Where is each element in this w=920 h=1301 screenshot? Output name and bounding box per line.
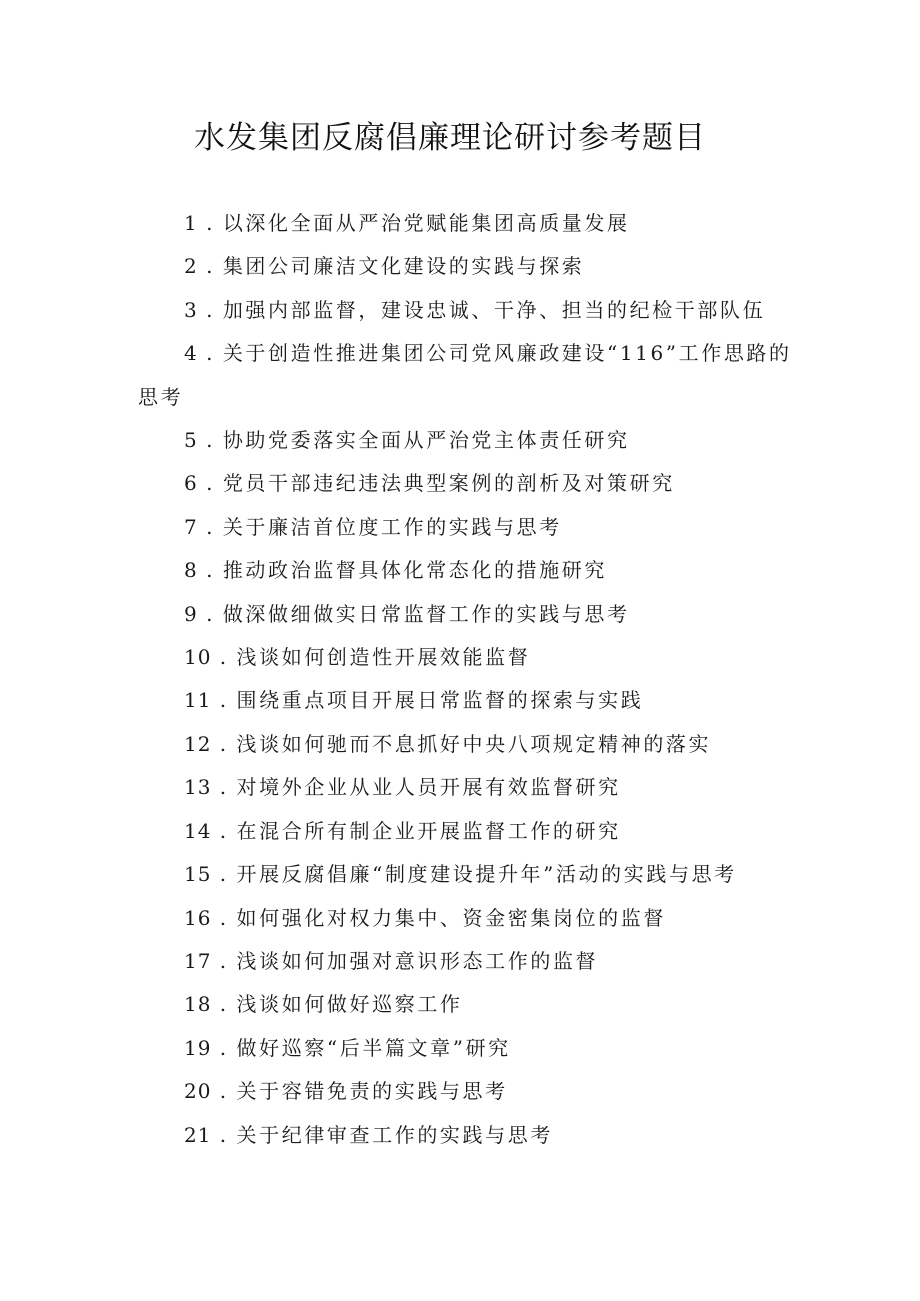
topic-item-21 [138, 1114, 798, 1157]
topic-number: 8 [184, 558, 198, 583]
topic-item-12 [138, 723, 798, 766]
topic-text: 关于容错免责的实践与思考 [236, 1079, 508, 1104]
topic-item-3 [138, 289, 798, 332]
topic-number: 11 [184, 688, 212, 713]
topic-item-16 [138, 897, 798, 940]
topic-item-14 [138, 810, 798, 853]
topic-separator: . [211, 1035, 237, 1060]
topic-list [138, 202, 798, 1157]
topic-item-10 [138, 636, 798, 679]
topic-separator: . [197, 558, 223, 583]
topic-separator: . [211, 1079, 237, 1104]
topic-item-15 [138, 853, 798, 896]
topic-text: 围绕重点项目开展日常监督的探索与实践 [236, 688, 644, 713]
topic-text: 关于纪律审查工作的实践与思考 [236, 1122, 553, 1147]
topic-item-11 [138, 679, 798, 722]
topic-item-13 [138, 766, 798, 809]
topic-text: 关于廉洁首位度工作的实践与思考 [222, 514, 562, 539]
topic-separator: . [211, 731, 237, 756]
topic-item-2 [138, 245, 798, 288]
topic-number: 18 [184, 992, 212, 1017]
topic-separator: . [211, 645, 237, 670]
topic-text: 浅谈如何驰而不息抓好中央八项规定精神的落实 [236, 731, 712, 756]
topic-separator: . [197, 211, 223, 235]
topic-text: 对境外企业从业人员开展有效监督研究 [236, 775, 621, 800]
topic-text: 协助党委落实全面从严治党主体责任研究 [222, 428, 630, 453]
topic-number: 16 [184, 905, 212, 930]
topic-separator: . [197, 514, 223, 539]
topic-number: 1 [184, 211, 198, 235]
topic-item-19 [138, 1027, 798, 1070]
topic-text: 开展反腐倡廉“制度建设提升年”活动的实践与思考 [236, 862, 737, 887]
topic-number: 19 [184, 1035, 212, 1060]
topic-text: 以深化全面从严治党赋能集团高质量发展 [222, 211, 630, 235]
topic-item-4 [138, 332, 798, 419]
topic-text: 党员干部违纪违法典型案例的剖析及对策研究 [222, 471, 675, 496]
topic-separator: . [197, 341, 223, 366]
topic-number: 21 [184, 1122, 212, 1147]
topic-number: 15 [184, 862, 212, 887]
topic-separator: . [211, 992, 237, 1017]
topic-separator: . [197, 428, 223, 453]
topic-item-1 [138, 202, 798, 245]
topic-separator: . [197, 297, 223, 322]
topic-number: 10 [184, 645, 212, 670]
topic-separator: . [211, 688, 237, 713]
topic-separator: . [211, 862, 237, 887]
topic-separator: . [197, 254, 223, 279]
topic-separator: . [211, 818, 237, 843]
topic-text: 集团公司廉洁文化建设的实践与探索 [222, 254, 585, 279]
topic-number: 9 [184, 601, 198, 626]
topic-item-18 [138, 983, 798, 1026]
topic-separator: . [211, 905, 237, 930]
topic-number: 17 [184, 948, 212, 973]
topic-text: 浅谈如何加强对意识形态工作的监督 [236, 948, 599, 973]
topic-text: 关于创造性推进集团公司党风廉政建设“116”工作思路的思考 [138, 341, 792, 409]
topic-separator: . [211, 948, 237, 973]
topic-separator: . [197, 471, 223, 496]
topic-item-17 [138, 940, 798, 983]
topic-number: 6 [184, 471, 198, 496]
topic-text: 做深做细做实日常监督工作的实践与思考 [222, 601, 630, 626]
topic-number: 12 [184, 731, 212, 756]
topic-text: 浅谈如何创造性开展效能监督 [236, 645, 531, 670]
topic-separator: . [211, 775, 237, 800]
topic-separator: . [197, 601, 223, 626]
topic-text: 在混合所有制企业开展监督工作的研究 [236, 818, 621, 843]
topic-item-5 [138, 419, 798, 462]
topic-number: 2 [184, 254, 198, 279]
topic-number: 5 [184, 428, 198, 453]
topic-number: 7 [184, 514, 198, 539]
topic-text: 加强内部监督，建设忠诚、干净、担当的纪检干部队伍 [222, 297, 766, 322]
topic-text: 推动政治监督具体化常态化的措施研究 [222, 558, 608, 583]
topic-text: 做好巡察“后半篇文章”研究 [236, 1035, 511, 1060]
topic-text: 如何强化对权力集中、资金密集岗位的监督 [236, 905, 666, 930]
topic-number: 13 [184, 775, 212, 800]
topic-item-8 [138, 549, 798, 592]
topic-separator: . [211, 1122, 237, 1147]
topic-item-7 [138, 506, 798, 549]
topic-number: 20 [184, 1079, 212, 1104]
topic-number: 14 [184, 818, 212, 843]
topic-number: 3 [184, 297, 198, 322]
topic-item-9 [138, 593, 798, 636]
topic-number: 4 [184, 341, 198, 366]
document-title: 水发集团反腐倡廉理论研讨参考题目 [194, 120, 706, 156]
topic-item-20 [138, 1070, 798, 1113]
topic-text: 浅谈如何做好巡察工作 [236, 992, 463, 1017]
topic-item-6 [138, 462, 798, 505]
